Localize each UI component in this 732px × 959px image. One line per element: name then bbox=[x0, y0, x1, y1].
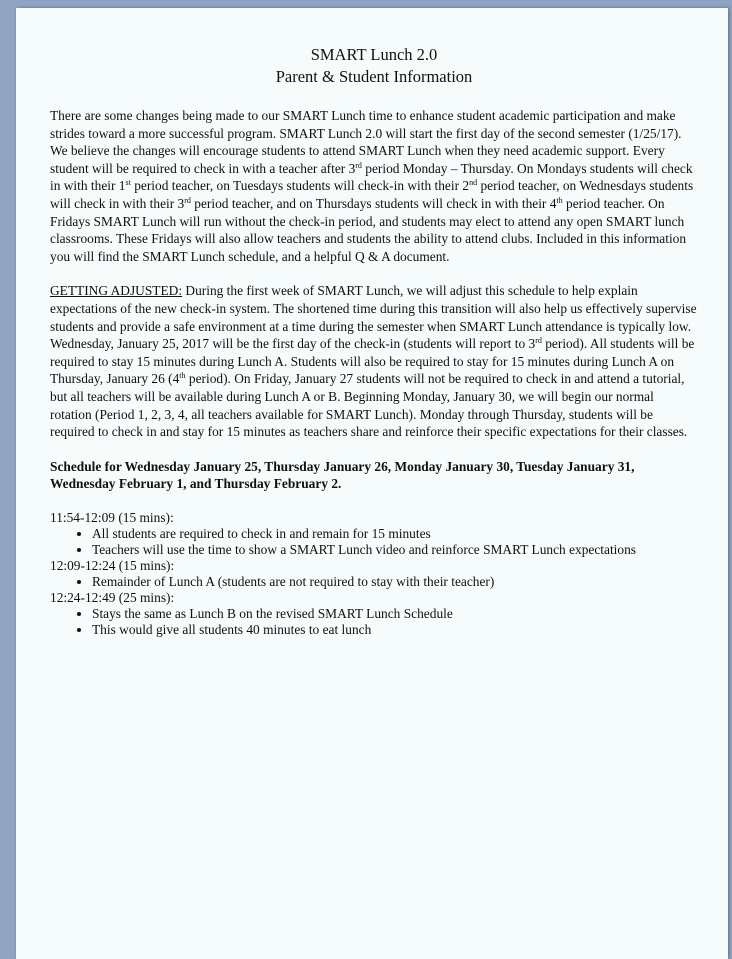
schedule-items bbox=[50, 606, 698, 638]
getting-adjusted-paragraph: GETTING ADJUSTED: During the first week of SMART Lunch, we will adjust this schedule to help explain expectations of the new check-in system. The shortened time during this transition will also help us effectively supervise students and provide a safe environment at a time during the semester when SMART Lunch attendance is typically low. Wednesday, January 25, 2017 will be the first day of the check-in (students will report to 3rd period). All students will be required to stay 15 minutes during Lunch A. Students will also be required to stay for 15 minutes during Lunch A on Thursday, January 26 (4th period). On Friday, January 27 students will not be required to check in and attend a tutorial, but all teachers will be available during Lunch A or B. Beginning Monday, January 30, we will begin our normal rotation (Period 1, 2, 3, 4, all teachers available for SMART Lunch). Monday through Thursday, students will be required to check in and stay for 15 minutes as teachers share and reinforce their specific expectations for their classes. bbox=[50, 283, 697, 440]
document-page bbox=[16, 8, 728, 959]
intro-paragraph: There are some changes being made to our SMART Lunch time to enhance student academic participation and make strides toward a more successful program. SMART Lunch 2.0 will start the first day of the second semester (1/25/17). We believe the changes will encourage students to attend SMART Lunch when they need academic support. Every student will be required to check in with a teacher after 3rd period Monday – Thursday. On Mondays students will check in with their 1st period teacher, on Tuesdays students will check-in with their 2nd period teacher, on Wednesdays students will check in with their 3rd period teacher, and on Thursdays students will check in with their 4th period teacher. On Fridays SMART Lunch will run without the check-in period, and students may elect to attend any open SMART lunch classrooms. These Fridays will also allow teachers and students the ability to attend clubs. Included in this information you will find the SMART Lunch schedule, and a helpful Q & A document. bbox=[50, 108, 694, 264]
schedule-list bbox=[50, 510, 698, 638]
list-item: • Teachers will use the time to show a SMART Lunch video and reinforce SMART Lunch expectations bbox=[92, 542, 698, 558]
list-item: • Stays the same as Lunch B on the revised SMART Lunch Schedule bbox=[92, 606, 698, 622]
getting-adjusted-heading: GETTING ADJUSTED: bbox=[50, 283, 183, 299]
list-item: • This would give all students 40 minutes to eat lunch bbox=[92, 622, 698, 638]
title-line-1: SMART Lunch 2.0 bbox=[310, 45, 438, 64]
document-title bbox=[50, 44, 698, 88]
list-item: • Remainder of Lunch A (students are not required to stay with their teacher) bbox=[92, 574, 698, 590]
schedule-time: 12:24-12:49 (25 mins): bbox=[50, 589, 175, 605]
schedule-heading: Schedule for Wednesday January 25, Thursday January 26, Monday January 30, Tuesday January 31, Wednesday February 1, and Thursday February 2. bbox=[50, 458, 635, 492]
list-item: • All students are required to check in and remain for 15 minutes bbox=[92, 526, 698, 542]
schedule-items bbox=[50, 526, 698, 558]
schedule-items bbox=[50, 574, 698, 590]
schedule-time: 12:09-12:24 (15 mins): bbox=[50, 557, 175, 573]
schedule-time: 11:54-12:09 (15 mins): bbox=[50, 509, 174, 525]
title-line-2: Parent & Student Information bbox=[275, 67, 473, 86]
